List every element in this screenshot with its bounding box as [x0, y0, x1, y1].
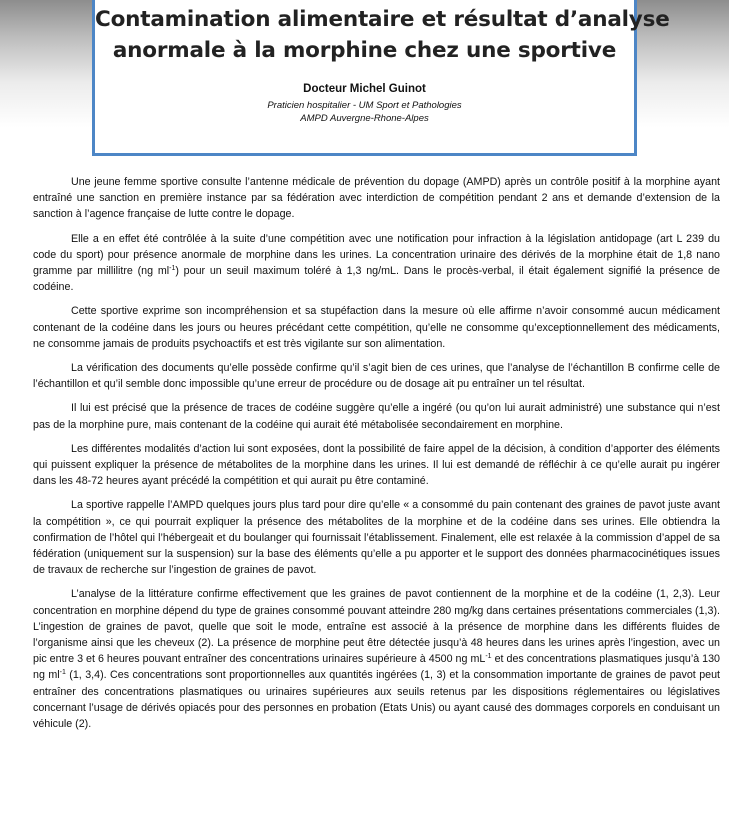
- affiliation-line-1: Praticien hospitalier - UM Sport et Pathologies: [267, 100, 462, 111]
- paragraph-8-superscript-1: -1: [485, 653, 492, 661]
- paragraph-2: [33, 231, 720, 296]
- paragraph-3: Cette sportive exprime son incompréhension et sa stupéfaction dans la mesure où elle affirme n’avoir consommé aucun médicament contenant de la codéine dans les jours ou heures précédant cette compétition, qu’elle ne consomme qu’exceptionnellement des médicaments, ne consomme jamais de produits psychoactifs et est très vigilante sur son alimentation.: [33, 305, 720, 350]
- paragraph-4: La vérification des documents qu’elle possède confirme qu’il s’agit bien de ces urines, que l’analyse de l’échantillon B confirme celle de l’échantillon et qu’il semble donc impossible qu’une erreur de procédure ou de dosage ait pu entraîner un tel résultat.: [33, 362, 720, 391]
- paragraph-8-text-a: L’analyse de la littérature confirme effectivement que les graines de pavot contiennent de la morphine et de la codéine (1, 2,3). Leur concentration en morphine dépend du type de graines consommé pouvant atteindre 280 mg/kg dans certaines présentations commerciales (1,3). L’ingestion de graines de pavot, quelle que soit le mode, entraîne est associé à la présence de morphine dans les différents fluides de l’organisme ainsi que les cheveux (2). La présence de morphine peut être détectée jusqu’à 48 heures dans les urines après l’ingestion, avec un pic entre 3 et 6 heures pouvant entraîner des concentrations urinaires supérieure à 4500 ng mL: [33, 588, 720, 666]
- affiliation-line-2: AMPD Auvergne-Rhone-Alpes: [300, 113, 429, 124]
- article-body: [33, 174, 720, 740]
- paragraph-8-text-b: et des concentrations plasmatiques jusqu’à 130 ng ml: [33, 653, 720, 682]
- paragraph-5: Il lui est précisé que la présence de traces de codéine suggère qu’elle a ingéré (ou qu’on lui aurait administré) une substance qui n’est pas de la morphine pure, mais contenant de la codéine qui aurait été métabolisée secondairement en morphine.: [33, 402, 720, 431]
- paragraph-2-text-b: ) pour un seuil maximum toléré à 1,3 ng/mL. Dans le procès-verbal, il était également signifié la présence de codéine.: [33, 265, 720, 294]
- title-box: [92, 0, 670, 156]
- paragraph-8-superscript-2: -1: [59, 669, 66, 677]
- paragraph-2-superscript: -1: [169, 265, 176, 273]
- title-line-1: Contamination alimentaire et résultat d’analyse: [95, 7, 670, 32]
- paragraph-8-text-c: (1, 3,4). Ces concentrations sont proportionnelles aux quantités ingérées (1, 3) et la consommation importante de graines de pavot peut entraîner des concentrations plasmatiques ou urinaires supérieures aux seuils retenus par les dispositions réglementaires ou législatives concernant l’usage de dérivés opiacés pour des personnes en probation (Etats Unis) ou ayant causé des dommages corporels en conduisant un véhicule (2).: [33, 669, 721, 731]
- author-name: Docteur Michel Guinot: [303, 83, 426, 95]
- article-title: [95, 4, 670, 66]
- title-line-2: anormale à la morphine chez une sportive: [112, 38, 617, 63]
- paragraph-2-text-a: Elle a en effet été contrôlée à la suite d’une compétition avec une notification pour infraction à la législation antidopage (art L 239 du code du sport) pour présence anormale de morphine dans les urines. La concentration urinaire des dérivés de la morphine était de 1,8 nano gramme par millilitre (ng ml: [33, 232, 720, 278]
- paragraph-1: Une jeune femme sportive consulte l’antenne médicale de prévention du dopage (AMPD) après un contrôle positif à la morphine ayant entraîné une sanction en première instance par sa fédération avec interdiction de compétition pendant 2 ans et demande d’extension de la sanction à l’agence française de lutte contre le dopage.: [33, 176, 720, 221]
- paragraph-8: [33, 586, 720, 732]
- paragraph-6: Les différentes modalités d’action lui sont exposées, dont la possibilité de faire appel de la décision, à condition d’apporter des éléments qui puissent expliquer la présence de métabolites de la morphine dans les urines. Il lui est demandé de réfléchir à ce qu’elle aurait pu ingérer dans les 48-72 heures ayant précédé la compétition et qui aurait pu être contaminé.: [33, 442, 720, 488]
- author-affiliation: [95, 99, 634, 125]
- paragraph-7: La sportive rappelle l’AMPD quelques jours plus tard pour dire qu’elle « a consommé du pain contenant des graines de pavot juste avant la compétition », ce qui pourrait expliquer la présence des métabolites de la morphine et de la codéine dans ses urines. Elle obtiendra la confirmation de l’hôtel qui l’hébergeait et du boulanger qui fournissait l’établissement. Finalement, elle est relaxée à la commission d’appel de sa fédération (uniquement sur la suspension) sur la base des éléments qu’elle a pu apporter et le support des données pharmacocinétiques issues de travaux de recherche sur l’ingestion de graines de pavot.: [33, 499, 720, 577]
